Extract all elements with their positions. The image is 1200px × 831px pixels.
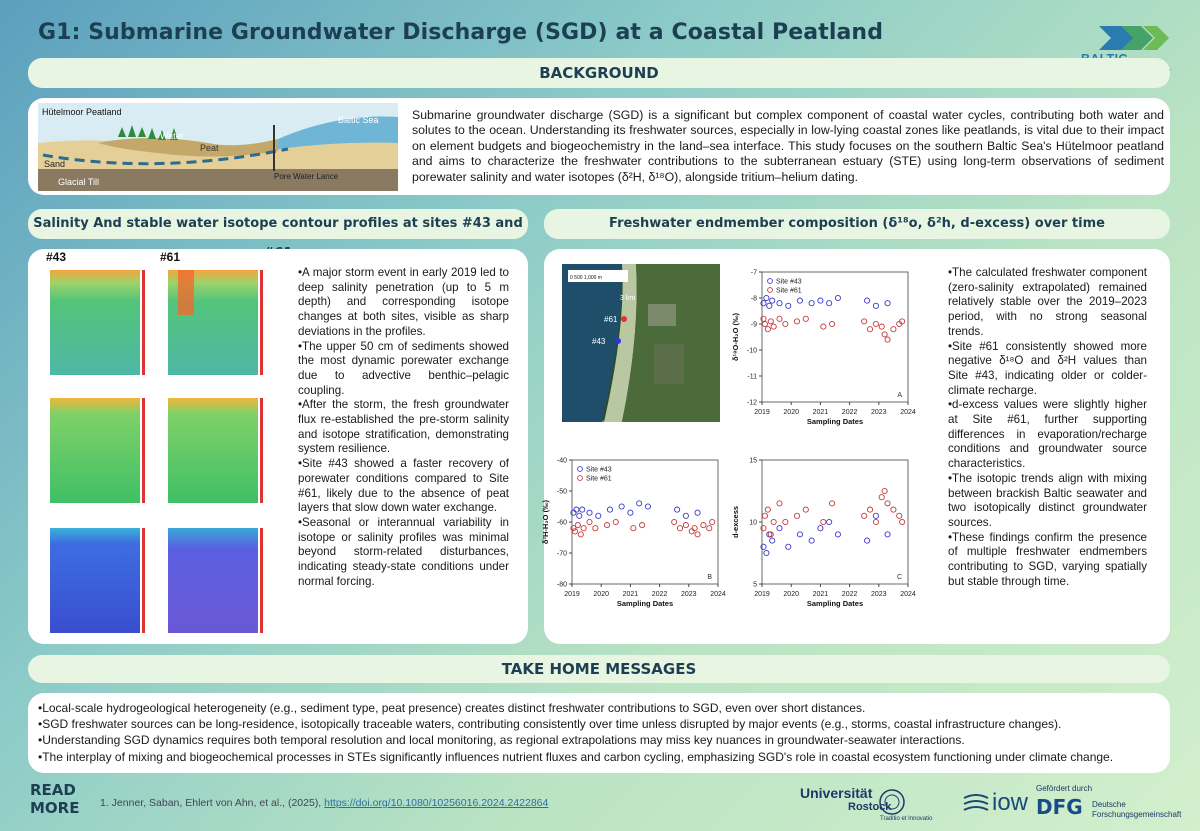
y-tick-label: 5 (753, 581, 757, 589)
data-point (578, 532, 583, 537)
right-bullet: •d-excess values were slightly higher at Site #61, further supporting differences in evaporation/recharge conditions and groundwater source characteristics. (948, 398, 1147, 471)
take-home-item: •SGD freshwater sources can be long-residence, isotopically traceable waters, contributing consistently over time unless disrupted by major events (e.g., storms, coastal infrastructure changes). (38, 717, 1062, 732)
chart-delta-18o (730, 262, 920, 440)
x-tick-label: 2023 (681, 591, 697, 598)
data-point (574, 507, 579, 512)
x-tick-label: 2024 (900, 409, 916, 416)
map-site-43-marker (615, 338, 621, 344)
y-tick-label: -7 (750, 269, 757, 277)
y-tick-label: -60 (556, 519, 567, 527)
uni-motto: Traditio et Innovatio (880, 816, 933, 822)
y-tick-label: -50 (556, 488, 567, 496)
data-point (835, 295, 840, 300)
legend-label: Site #43 (776, 278, 802, 286)
data-point (797, 298, 802, 303)
label-peat: Peat (200, 143, 219, 153)
panel-letter: B (707, 574, 712, 581)
data-point (879, 495, 884, 500)
right-bullet: •Site #61 consistently showed more negative δ¹⁸O and δ²H values than Site #43, indicating older or colder-climate recharge. (948, 339, 1147, 397)
data-point (695, 532, 700, 537)
y-axis-label: δ²H-H₂O (‰) (541, 499, 550, 545)
take-home-item: •The interplay of mixing and biogeochemical processes in STEs significantly influences nutrient fluxes and carbon cycling, emphasizing SGD's role in coastal ecosystem functioning under climate change. (38, 749, 1114, 764)
data-point (577, 513, 582, 518)
take-home-heading: TAKE HOME MESSAGES (28, 655, 1170, 683)
data-point (891, 507, 896, 512)
data-point (794, 319, 799, 324)
x-tick-label: 2021 (812, 409, 829, 416)
data-point (777, 301, 782, 306)
data-point (867, 327, 872, 332)
right-panel-bullets (948, 266, 1147, 589)
map-site-61-label: #61 (604, 315, 618, 324)
contour-row-hydrogen-isotope (50, 528, 263, 633)
data-point (631, 526, 636, 531)
uni-name: Universität (800, 785, 873, 801)
left-bullet: •Site #43 showed a faster recovery of porewater conditions compared to Site #61, likely due to the absence of peat layers that slow down water exchange. (298, 457, 509, 515)
data-point (885, 337, 890, 342)
background-text: Submarine groundwater discharge (SGD) is a significant but complex component of coastal water cycles, contributing both water and solutes to the ocean. Understanding its freshwater sources, especially in low-lying coastal zones like peatlands, is vital due to their impact on element budgets and biogeochemistry in the land–sea interface. This study focuses on the southern Baltic Sea's Hütelmoor peatland and aims to characterize the freshwater contributions to the subterranean estuary (STE) using long-term observations of sediment porewater salinity and water isotopes (δ²H, δ¹⁸O), alongside tritium–helium dating. (412, 108, 1164, 184)
data-point (797, 532, 802, 537)
legend-label: Site #61 (586, 475, 612, 483)
iow-emblem-icon (962, 790, 990, 818)
x-tick-label: 2020 (783, 409, 799, 416)
x-tick-label: 2019 (564, 591, 580, 598)
data-point (762, 321, 767, 326)
map-distance-label: 3 km (620, 295, 636, 302)
right-bullet: •The calculated freshwater component (zero-salinity extrapolated) remained relatively stable over the 2019–2023 period, with no strong seasonal trends. (948, 266, 1147, 338)
data-point (827, 301, 832, 306)
left-bullet: •After the storm, the fresh groundwater flux re-established the pre-storm salinity and isotope stratification, demonstrating system resilience. (298, 398, 509, 456)
map-scale: 0 500 1,000 m (570, 275, 602, 281)
label-till: Glacial Till (58, 177, 100, 187)
data-point (777, 526, 782, 531)
data-point (695, 510, 700, 515)
data-point (596, 513, 601, 518)
data-point (683, 523, 688, 528)
data-point (770, 298, 775, 303)
x-tick-label: 2022 (651, 591, 668, 598)
y-tick-label: -9 (750, 321, 757, 329)
data-point (581, 526, 586, 531)
x-axis-label: Sampling Dates (806, 417, 864, 426)
data-point (777, 501, 782, 506)
legend-label: Site #61 (776, 287, 802, 295)
y-axis-label: δ¹⁸O-H₂O (‰) (731, 312, 740, 362)
right-bullet: •These findings confirm the presence of multiple freshwater endmembers contributing to SGD, varying spatially but stable through time. (948, 530, 1147, 588)
data-point (803, 507, 808, 512)
data-point (882, 332, 887, 337)
data-point (873, 519, 878, 524)
data-point (885, 301, 890, 306)
contour-row-oxygen-isotope (50, 398, 263, 503)
y-tick-label: -70 (556, 550, 567, 558)
x-tick-label: 2023 (871, 409, 887, 416)
data-point (827, 519, 832, 524)
dfg-funded-label: Gefördert durch (1036, 784, 1093, 793)
data-point (764, 550, 769, 555)
data-point (707, 526, 712, 531)
data-point (572, 529, 577, 534)
data-point (683, 513, 688, 518)
y-tick-label: -10 (746, 347, 757, 355)
left-panel-heading: Salinity And stable water isotope contour profiles at sites #43 and (28, 209, 528, 239)
data-point (710, 519, 715, 524)
plot-frame (762, 460, 908, 584)
data-point (873, 513, 878, 518)
x-tick-label: 2021 (812, 591, 829, 598)
label-water: Water (160, 131, 184, 141)
x-axis-label: Sampling Dates (806, 599, 864, 608)
data-point (867, 507, 872, 512)
data-point (821, 519, 826, 524)
reference-text: 1. Jenner, Saban, Ehlert von Ahn, et al., (2025), (100, 797, 325, 809)
chart-d-excess (730, 450, 920, 622)
x-tick-label: 2019 (754, 591, 770, 598)
data-point (882, 488, 887, 493)
iow-text: iow (992, 789, 1029, 816)
take-home-item: •Understanding SGD dynamics requires both temporal resolution and local monitoring, as regional extrapolations may miss key nuances in groundwater-seawater interactions. (38, 733, 965, 748)
x-tick-label: 2019 (754, 409, 770, 416)
data-point (765, 507, 770, 512)
data-point (835, 532, 840, 537)
x-tick-label: 2024 (900, 591, 916, 598)
panel-letter: A (897, 392, 902, 399)
data-point (587, 510, 592, 515)
label-sand: Sand (44, 159, 66, 169)
reference-doi-link[interactable]: https://doi.org/10.1080/10256016.2024.2422864 (324, 797, 549, 809)
reference (100, 797, 548, 809)
x-tick-label: 2020 (783, 591, 799, 598)
legend-marker (768, 279, 773, 284)
data-point (865, 538, 870, 543)
data-point (783, 321, 788, 326)
data-point (783, 519, 788, 524)
data-point (873, 303, 878, 308)
legend-marker (578, 476, 583, 481)
data-point (637, 501, 642, 506)
data-point (794, 513, 799, 518)
left-bullet: •The upper 50 cm of sediments showed the most dynamic porewater exchange due to advective benthic–pelagic coupling. (298, 339, 509, 397)
data-point (818, 526, 823, 531)
take-home-card (28, 693, 1170, 773)
data-point (677, 526, 682, 531)
y-tick-label: 15 (749, 457, 757, 465)
data-point (607, 507, 612, 512)
chart-delta-2h (540, 450, 730, 622)
background-heading: BACKGROUND (28, 58, 1170, 88)
data-point (767, 303, 772, 308)
x-tick-label: 2024 (710, 591, 726, 598)
data-point (672, 519, 677, 524)
data-point (628, 510, 633, 515)
data-point (619, 504, 624, 509)
x-tick-label: 2022 (841, 409, 858, 416)
contour-row-salinity (50, 270, 263, 375)
y-tick-label: -40 (556, 457, 567, 465)
right-bullet: •The isotopic trends align with mixing between brackish Baltic seawater and two isotopically distinct groundwater sources. (948, 471, 1147, 529)
data-point (593, 526, 598, 531)
contour-profiles-figure (38, 260, 274, 640)
uni-city: Rostock (848, 801, 892, 813)
dfg-name (1092, 800, 1181, 820)
data-point (865, 298, 870, 303)
take-home-item: •Local-scale hydrogeological heterogeneity (e.g., sediment type, peat presence) creates distinct freshwater contributions to SGD, even over short distances. (38, 701, 866, 715)
logo-arrow-icon (1099, 22, 1200, 54)
data-point (891, 327, 896, 332)
y-tick-label: -12 (746, 399, 757, 407)
x-tick-label: 2023 (871, 591, 887, 598)
site-61-label: #61 (160, 250, 181, 264)
y-tick-label: -11 (747, 373, 757, 381)
data-point (873, 321, 878, 326)
y-axis-label: d-excess (731, 505, 740, 539)
dfg-logo: DFG (1036, 795, 1083, 819)
x-tick-label: 2020 (593, 591, 609, 598)
read-more-label: READ MORE (30, 781, 80, 817)
data-point (885, 501, 890, 506)
data-point (771, 324, 776, 329)
label-sea: Baltic Sea (338, 115, 379, 125)
data-point (701, 523, 706, 528)
data-point (862, 513, 867, 518)
right-panel-heading: Freshwater endmember composition (δ¹⁸o, δ²h, d-excess) over time (544, 209, 1170, 239)
legend-marker (768, 288, 773, 293)
y-tick-label: -80 (556, 581, 567, 589)
data-point (821, 324, 826, 329)
legend-label: Site #43 (586, 466, 612, 474)
rostock-seal-icon (878, 788, 906, 816)
data-point (765, 327, 770, 332)
x-tick-label: 2022 (841, 591, 858, 598)
data-point (692, 526, 697, 531)
data-point (818, 298, 823, 303)
map-site-61-marker (621, 316, 627, 322)
data-point (786, 544, 791, 549)
data-point (771, 519, 776, 524)
coastal-cross-section-diagram (38, 103, 398, 191)
data-point (829, 501, 834, 506)
data-point (777, 316, 782, 321)
iow-logo (962, 788, 1032, 822)
data-point (829, 321, 834, 326)
data-point (689, 529, 694, 534)
x-axis-label: Sampling Dates (616, 599, 674, 608)
left-bullet: •A major storm event in early 2019 led to deep salinity penetration (up to 5 m depth) and corresponding isotope changes at both sites, visible as sharp deviations in the profiles. (298, 266, 509, 338)
legend-marker (578, 467, 583, 472)
label-lance: Pore Water Lance (274, 172, 339, 181)
data-point (862, 319, 867, 324)
data-point (900, 519, 905, 524)
data-point (764, 295, 769, 300)
poster-title: G1: Submarine Groundwater Discharge (SGD) at a Coastal Peatland (38, 20, 884, 45)
dfg-name-line2: Forschungsgemeinschaft (1092, 810, 1182, 819)
data-point (803, 316, 808, 321)
data-point (613, 519, 618, 524)
data-point (575, 523, 580, 528)
panel-letter: C (896, 574, 902, 581)
data-point (897, 513, 902, 518)
y-tick-label: 10 (749, 519, 757, 527)
data-point (770, 538, 775, 543)
data-point (786, 303, 791, 308)
left-panel-bullets (298, 266, 509, 589)
data-point (762, 513, 767, 518)
label-peatland: Hütelmoor Peatland (42, 107, 122, 117)
dfg-name-line1: Deutsche (1092, 800, 1126, 809)
data-point (809, 301, 814, 306)
data-point (580, 507, 585, 512)
data-point (604, 523, 609, 528)
site-43-label: #43 (46, 250, 67, 264)
left-bullet: •Seasonal or interannual variability in isotope or salinity profiles was minimal beyond storm-related disturbances, indicating steady-state conditions under normal forcing. (298, 515, 509, 588)
y-tick-label: -8 (750, 295, 757, 303)
satellite-map (562, 264, 720, 422)
data-point (587, 519, 592, 524)
data-point (768, 319, 773, 324)
data-point (879, 324, 884, 329)
data-point (885, 532, 890, 537)
data-point (809, 538, 814, 543)
map-site-43-label: #43 (592, 337, 606, 346)
data-point (675, 507, 680, 512)
data-point (645, 504, 650, 509)
x-tick-label: 2021 (622, 591, 639, 598)
data-point (639, 523, 644, 528)
